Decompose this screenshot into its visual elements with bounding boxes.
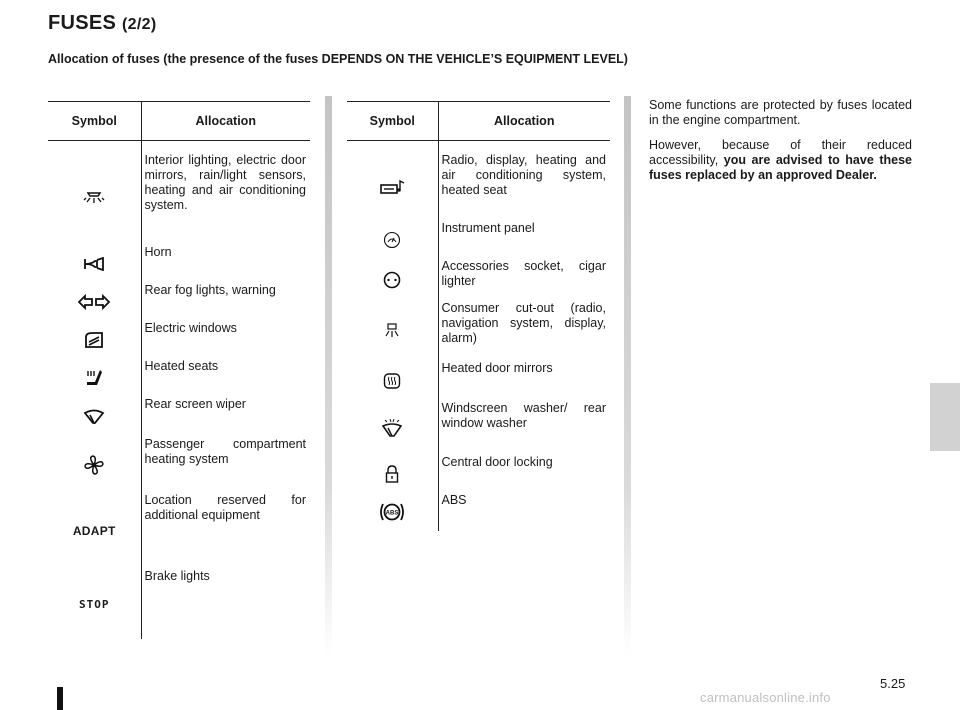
title-suffix: (2/2) — [122, 16, 157, 33]
watermark: carmanualsonline.info — [700, 690, 831, 705]
table-row — [48, 437, 310, 493]
allocation-text: Rear fog lights, warning — [144, 283, 276, 297]
windscreen-washer-icon — [381, 420, 403, 434]
allocation-text: Location reserved for additional equipment — [144, 493, 306, 522]
interior-light-icon — [83, 191, 105, 205]
page-marker — [57, 687, 63, 710]
table-row — [48, 569, 310, 639]
heated-door-mirrors-icon — [383, 373, 401, 387]
page-number: 5.25 — [880, 676, 906, 691]
column-header-symbol: Symbol — [347, 102, 438, 141]
table-row — [48, 493, 310, 569]
allocation-text: Heated seats — [144, 359, 219, 373]
table-row — [48, 153, 310, 245]
allocation-text: Horn — [144, 245, 172, 259]
fan-icon — [84, 457, 104, 471]
page-title — [48, 12, 156, 35]
instrument-panel-icon — [383, 232, 401, 246]
note-bold-text: you are advised to have these fuses replaced by an approved Dealer. — [649, 153, 912, 182]
allocation-text: Windscreen washer/ rear window washer — [441, 401, 606, 430]
allocation-text: Radio, display, heating and air conditioning system, heated seat — [441, 153, 606, 197]
stop-label: STOP — [79, 598, 110, 611]
table-header-row — [48, 102, 310, 141]
table-row — [48, 397, 310, 437]
table-row — [347, 153, 610, 221]
title-text: FUSES — [48, 12, 117, 34]
allocation-text: Heated door mirrors — [441, 361, 553, 375]
central-door-locking-icon — [384, 466, 400, 480]
note-paragraph — [649, 138, 912, 183]
rear-fog-lights-icon — [77, 294, 111, 308]
table-row — [48, 245, 310, 283]
heated-seats-icon — [84, 370, 104, 384]
consumer-cutout-icon — [383, 323, 401, 337]
table-row — [347, 401, 610, 455]
section-tab — [930, 383, 960, 451]
table-row — [347, 259, 610, 301]
table-row — [347, 493, 610, 531]
fuse-table-right — [347, 101, 610, 531]
allocation-text: Instrument panel — [441, 221, 535, 235]
table-header-row — [347, 102, 610, 141]
allocation-text: Central door locking — [441, 455, 553, 469]
allocation-text: ABS — [441, 493, 467, 507]
electric-windows-icon — [84, 332, 104, 346]
allocation-text: Accessories socket, cigar lighter — [441, 259, 606, 288]
table-row — [347, 221, 610, 259]
note-plain-text: However, because of their reduced accessibility, — [649, 138, 912, 167]
table-row — [48, 283, 310, 321]
adapt-label: ADAPT — [72, 524, 116, 538]
abs-icon-text: ABS — [385, 510, 399, 517]
column-header-allocation: Allocation — [141, 102, 310, 141]
table-row — [347, 455, 610, 493]
rear-screen-wiper-icon — [83, 409, 105, 423]
abs-icon — [379, 504, 405, 518]
radio-icon — [379, 179, 405, 193]
column-separator — [325, 96, 332, 656]
column-separator — [624, 96, 631, 656]
allocation-text: Electric windows — [144, 321, 237, 335]
allocation-text: Passenger compartment heating system — [144, 437, 306, 466]
allocation-text: Rear screen wiper — [144, 397, 246, 411]
column-header-symbol: Symbol — [48, 102, 141, 141]
table-row — [347, 361, 610, 401]
fuse-table-left — [48, 101, 310, 639]
table-row — [48, 321, 310, 359]
note-text — [649, 98, 912, 193]
allocation-text: Interior lighting, electric door mirrors, rain/light sensors, heating and air conditioning system. — [144, 153, 306, 212]
note-paragraph: Some functions are protected by fuses located in the engine compartment. — [649, 98, 912, 127]
horn-icon — [83, 257, 105, 271]
table-row — [347, 301, 610, 361]
accessories-socket-icon — [383, 272, 401, 286]
allocation-text: Consumer cut-out (radio, navigation system, display, alarm) — [441, 301, 606, 345]
allocation-text: Brake lights — [144, 569, 210, 583]
column-header-allocation: Allocation — [438, 102, 610, 141]
table-row — [48, 359, 310, 397]
page-subtitle: Allocation of fuses (the presence of the fuses DEPENDS ON THE VEHICLE’S EQUIPMENT LEVEL) — [48, 52, 628, 66]
